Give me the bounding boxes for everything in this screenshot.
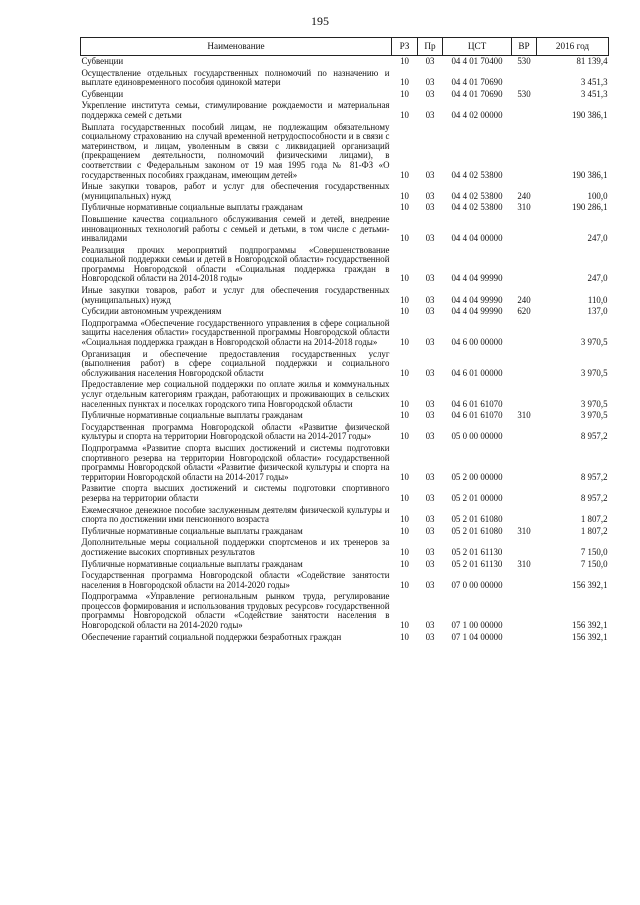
cell-cst: 05 2 01 61130: [451, 546, 503, 557]
table-row: [81, 537, 609, 558]
cell-rz: 10: [400, 620, 409, 631]
cell-name: Государственная программа Новгородской области «Содействие занятости населения в Новгородской области на 2014-2020 годы»: [81, 570, 390, 590]
cell-cst: 04 4 04 00000: [451, 233, 503, 244]
cell-vr: [512, 505, 537, 526]
budget-table: [80, 37, 609, 643]
cell-vr: [512, 122, 537, 182]
cell-vr: [512, 214, 537, 245]
cell-amount: 1 807,2: [580, 525, 608, 536]
cell-amount: 1 807,2: [580, 514, 608, 525]
cell-rz: 10: [400, 410, 409, 421]
cell-name: Реализация прочих мероприятий подпрограммы «Совершенствование социальной поддержки семьи и детей в Новгородской области» государственной программы Новгородской области «Социальная поддержка граждан в Новгородской области на 2014-2018 годы»: [81, 244, 390, 284]
cell-rz: 10: [400, 337, 409, 348]
table-row: [81, 632, 609, 644]
header-pr: Пр: [418, 38, 443, 56]
cell-pr: 03: [425, 56, 435, 66]
cell-rz: 10: [400, 514, 409, 525]
cell-amount: 7 150,0: [580, 558, 608, 569]
cell-pr: 03: [425, 558, 435, 569]
cell-pr: 03: [425, 410, 435, 421]
cell-name: Ежемесячное денежное пособие заслуженным деятелям физической культуры и спорта по достижении ими пенсионного возраста: [81, 504, 390, 525]
cell-name: Дополнительные меры социальной поддержки спортсменов и их тренеров за достижение высоких спортивных результатов: [81, 537, 390, 557]
cell-name: Публичные нормативные социальные выплаты гражданам: [81, 410, 303, 421]
cell-amount: 156 392,1: [572, 579, 608, 590]
cell-name: Развитие спорта высших достижений и системы подготовки спортивного резерва на территории области: [81, 483, 390, 503]
cell-amount: 8 957,2: [580, 431, 608, 442]
cell-name: Осуществление отдельных государственных полномочий по назначению и выплате единовременного пособия одинокой матери: [81, 67, 390, 88]
table-row: [81, 559, 609, 571]
cell-vr: [512, 379, 537, 410]
cell-amount: 3 970,5: [580, 337, 608, 348]
cell-cst: 05 2 01 61080: [451, 525, 503, 536]
table-row: [81, 245, 609, 285]
cell-name: Подпрограмма «Управление региональным рынком труда, регулирование процессов формирования и использования трудовых ресурсов» государственной программы Новгородской области «Содействие занятости населения в Новгородской области на 2014-2020 годы»: [81, 591, 390, 631]
cell-pr: 03: [425, 190, 435, 201]
table-row: [81, 526, 609, 538]
cell-rz: 10: [400, 88, 409, 99]
cell-pr: 03: [425, 367, 435, 378]
table-row: [81, 570, 609, 591]
cell-name: Субвенции: [81, 88, 124, 99]
cell-cst: 04 4 01 70690: [451, 77, 503, 88]
cell-rz: 10: [400, 492, 409, 503]
cell-vr: [512, 245, 537, 285]
cell-amount: 156 392,1: [572, 631, 608, 642]
cell-rz: 10: [400, 579, 409, 590]
cell-amount: 3 970,5: [580, 398, 608, 409]
cell-cst: 04 4 02 53800: [451, 190, 503, 201]
cell-vr: [512, 349, 537, 380]
cell-cst: 04 4 04 99990: [451, 273, 503, 284]
cell-cst: 05 2 01 61130: [451, 558, 503, 569]
cell-cst: 04 6 01 61070: [451, 398, 503, 409]
cell-cst: 05 2 01 61080: [451, 514, 503, 525]
cell-name: Подпрограмма «Развитие спорта высших достижений и системы подготовки спортивного резерва на территории Новгородской области» государственной программы Новгородской области «Развитие физической культуры и спорта на территории Новгородской области на 2014-2017 годы»: [81, 442, 390, 482]
cell-amount: 3 451,3: [580, 88, 608, 99]
table-row: [81, 505, 609, 526]
cell-cst: 05 0 00 00000: [451, 431, 503, 442]
cell-amount: 3 970,5: [580, 410, 608, 421]
header-vr: ВР: [512, 38, 537, 56]
cell-amount: 247,0: [587, 273, 608, 284]
header-cst: ЦСТ: [443, 38, 512, 56]
cell-pr: 03: [425, 579, 435, 590]
cell-cst: 04 4 02 53800: [451, 169, 503, 180]
cell-amount: 190 386,1: [572, 109, 608, 120]
table-row: [81, 318, 609, 349]
cell-amount: 137,0: [587, 306, 608, 317]
cell-pr: 03: [425, 631, 435, 642]
cell-name: Субсидии автономным учреждениям: [81, 306, 222, 317]
cell-amount: 81 139,4: [576, 56, 608, 66]
cell-pr: 03: [425, 306, 435, 317]
cell-pr: 03: [425, 514, 435, 525]
cell-pr: 03: [425, 233, 435, 244]
cell-vr: 530: [517, 88, 531, 99]
table-row: [81, 483, 609, 504]
cell-pr: 03: [425, 471, 435, 482]
cell-amount: 8 957,2: [580, 492, 608, 503]
table-row: [81, 89, 609, 101]
cell-vr: [512, 591, 537, 631]
cell-vr: 240: [517, 294, 531, 305]
cell-cst: 04 4 02 53800: [451, 202, 503, 213]
cell-cst: 07 1 04 00000: [451, 631, 503, 642]
cell-pr: 03: [425, 337, 435, 348]
table-row: [81, 349, 609, 380]
cell-vr: [512, 68, 537, 89]
table-row: [81, 122, 609, 182]
cell-name: Обеспечение гарантий социальной поддержки безработных граждан: [81, 631, 342, 642]
cell-pr: 03: [425, 525, 435, 536]
cell-cst: 04 4 04 99990: [451, 306, 503, 317]
cell-name: Государственная программа Новгородской области «Развитие физической культуры и спорта на территории Новгородской области на 2014-2017 годы»: [81, 421, 390, 442]
cell-name: Публичные нормативные социальные выплаты гражданам: [81, 558, 303, 569]
table-row: [81, 68, 609, 89]
cell-amount: 3 970,5: [580, 367, 608, 378]
cell-rz: 10: [400, 190, 409, 201]
cell-pr: 03: [425, 202, 435, 213]
cell-pr: 03: [425, 294, 435, 305]
cell-vr: 310: [517, 525, 531, 536]
cell-cst: 04 6 01 61070: [451, 410, 503, 421]
cell-pr: 03: [425, 109, 435, 120]
header-name: Наименование: [81, 38, 392, 56]
cell-vr: [512, 422, 537, 443]
cell-cst: 05 2 00 00000: [451, 471, 503, 482]
cell-amount: 110,0: [587, 294, 608, 305]
cell-pr: 03: [425, 88, 435, 99]
cell-cst: 04 4 01 70690: [451, 88, 503, 99]
cell-vr: [512, 570, 537, 591]
table-row: [81, 214, 609, 245]
cell-rz: 10: [400, 546, 409, 557]
page-number: 195: [311, 14, 329, 28]
cell-name: Повышение качества социального обслуживания семей и детей, внедрение инновационных технологий работы с семьей и детьми, в том числе с детьми-инвалидами: [81, 213, 390, 244]
cell-vr: 530: [517, 56, 531, 66]
header-year: 2016 год: [537, 38, 609, 56]
table-body: [81, 56, 609, 644]
cell-amount: 190 386,1: [572, 169, 608, 180]
table-row: [81, 422, 609, 443]
cell-vr: [512, 443, 537, 483]
cell-vr: 310: [517, 558, 531, 569]
cell-cst: 07 1 00 00000: [451, 620, 503, 631]
cell-name: Субвенции: [81, 56, 124, 66]
cell-rz: 10: [400, 77, 409, 88]
cell-rz: 10: [400, 273, 409, 284]
cell-name: Публичные нормативные социальные выплаты гражданам: [81, 525, 303, 536]
cell-pr: 03: [425, 398, 435, 409]
cell-amount: 190 286,1: [572, 202, 608, 213]
cell-rz: 10: [400, 306, 409, 317]
cell-pr: 03: [425, 77, 435, 88]
cell-vr: 310: [517, 410, 531, 421]
cell-rz: 10: [400, 367, 409, 378]
cell-rz: 10: [400, 109, 409, 120]
cell-rz: 10: [400, 398, 409, 409]
table-row: [81, 285, 609, 306]
cell-name: Публичные нормативные социальные выплаты гражданам: [81, 202, 303, 213]
table-row: [81, 181, 609, 202]
table-row: [81, 306, 609, 318]
table-row: [81, 591, 609, 631]
table-row: [81, 56, 609, 68]
cell-name: Укрепление института семьи, стимулирование рождаемости и материальная поддержка семей с детьми: [81, 100, 390, 120]
cell-cst: 05 2 01 00000: [451, 492, 503, 503]
table-row: [81, 443, 609, 483]
cell-rz: 10: [400, 294, 409, 305]
cell-pr: 03: [425, 169, 435, 180]
cell-cst: 04 4 01 70400: [451, 56, 503, 66]
cell-vr: 620: [517, 306, 531, 317]
cell-pr: 03: [425, 273, 435, 284]
cell-pr: 03: [425, 492, 435, 503]
table-header: [81, 38, 609, 56]
cell-rz: 10: [400, 202, 409, 213]
cell-rz: 10: [400, 558, 409, 569]
cell-vr: 310: [517, 202, 531, 213]
cell-cst: 04 6 01 00000: [451, 367, 503, 378]
table-row: [81, 410, 609, 422]
table-row: [81, 100, 609, 121]
cell-amount: 100,0: [587, 190, 608, 201]
table-row: [81, 202, 609, 214]
cell-amount: 3 451,3: [580, 77, 608, 88]
cell-name: Предоставление мер социальной поддержки по оплате жилья и коммунальных услуг отдельным категориям граждан, работающих и проживающих в сельских населенных пунктах и поселках городского типа Новгородской области: [81, 379, 390, 409]
header-rz: РЗ: [392, 38, 418, 56]
cell-cst: 04 4 04 99990: [451, 294, 503, 305]
cell-vr: [512, 100, 537, 121]
cell-name: Иные закупки товаров, работ и услуг для обеспечения государственных (муниципальных) нужд: [81, 285, 390, 305]
cell-cst: 04 4 02 00000: [451, 109, 503, 120]
cell-rz: 10: [400, 169, 409, 180]
cell-amount: 156 392,1: [572, 620, 608, 631]
cell-rz: 10: [400, 471, 409, 482]
cell-cst: 04 6 00 00000: [451, 337, 503, 348]
cell-vr: [512, 318, 537, 349]
cell-rz: 10: [400, 56, 409, 66]
cell-name: Подпрограмма «Обеспечение государственного управления в сфере социальной защиты населения области» государственной программы Новгородской области «Социальная поддержка граждан в Новгородской области на 2014-2018 годы»: [81, 317, 390, 348]
cell-rz: 10: [400, 233, 409, 244]
cell-pr: 03: [425, 546, 435, 557]
cell-vr: [512, 537, 537, 558]
cell-vr: 240: [517, 190, 531, 201]
cell-name: Выплата государственных пособий лицам, не подлежащим обязательному социальному страхованию на случай временной нетрудоспособности и в связи с материнством, и лицам, уволенным в связи с ликвидацией организаций (прекращением деятельности, полномочий физическими лицами), в соответствии с Федеральным законом от 19 мая 1995 года № 81-ФЗ «О государственных пособиях гражданам, имеющим детей»: [81, 121, 390, 180]
cell-amount: 8 957,2: [580, 471, 608, 482]
cell-vr: [512, 632, 537, 644]
cell-amount: 7 150,0: [580, 546, 608, 557]
cell-cst: 07 0 00 00000: [451, 579, 503, 590]
cell-amount: 247,0: [587, 233, 608, 244]
cell-pr: 03: [425, 620, 435, 631]
cell-pr: 03: [425, 431, 435, 442]
cell-rz: 10: [400, 525, 409, 536]
cell-name: Организация и обеспечение предоставления государственных услуг (выполнения работ) в сфере социальной поддержки и социального обслуживания населения Новгородской области: [81, 348, 390, 378]
cell-vr: [512, 483, 537, 504]
cell-rz: 10: [400, 631, 409, 642]
cell-rz: 10: [400, 431, 409, 442]
table-row: [81, 379, 609, 410]
cell-name: Иные закупки товаров, работ и услуг для обеспечения государственных (муниципальных) нужд: [81, 181, 390, 201]
